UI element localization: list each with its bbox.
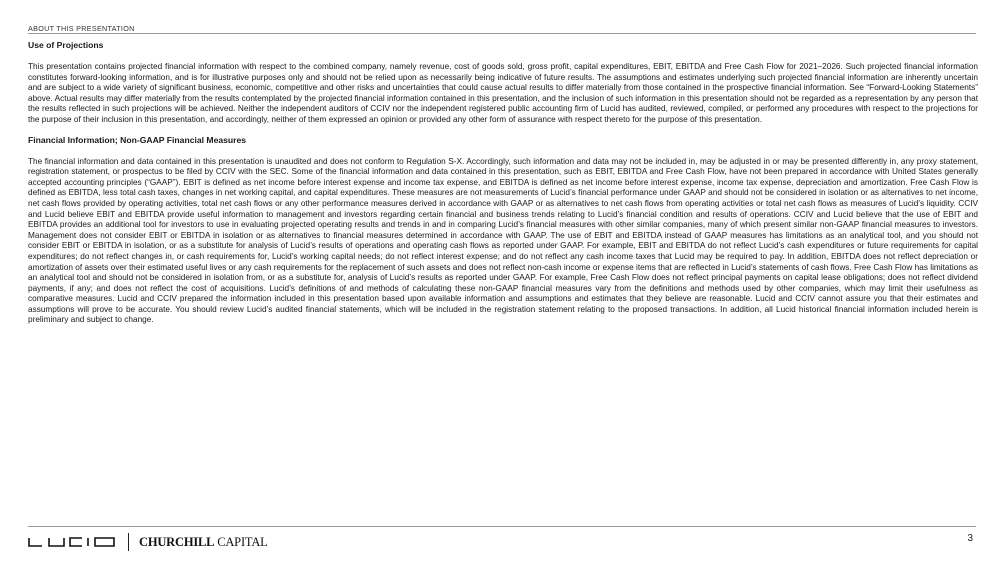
bottom-divider [28, 526, 976, 527]
footer-logos [28, 532, 268, 552]
projections-heading: Use of Projections [28, 40, 104, 50]
non-gaap-heading: Financial Information; Non-GAAP Financial Measures [28, 134, 247, 145]
logo-divider [128, 533, 129, 551]
top-divider [28, 33, 976, 34]
churchill-wordmark-bold: CHURCHILL [139, 534, 215, 549]
disclaimer-content [28, 40, 978, 335]
churchill-wordmark-regular: CAPITAL [214, 534, 268, 549]
page-number: 3 [967, 533, 973, 544]
non-gaap-paragraph: The financial information and data contained in this presentation is unaudited and does not conform to Regulation S-X. Accordingly, such information and data may not be included in, may be adjusted in or may be presented differently in, any proxy statement, registration statement, or prospectus to be filed by CCIV with the SEC. Some of the financial information and data contained in this presentation, such as EBIT, EBITDA and Free Cash Flow, have not been prepared in accordance with United States generally accepted accounting principles (“GAAP”). EBIT is defined as net income before interest expense and income tax expense, and EBITDA is defined as net income before interest expense, income tax expense, depreciation and amortization. Free Cash Flow is defined as EBITDA, less total cash taxes, changes in net working capital, and capital expenditures. These measures are not measurements of Lucid’s financial performance under GAAP and should not be considered in isolation or as alternatives to net income, net cash flows provided by operating activities, total net cash flows or any other performance measures derived in accordance with GAAP or as alternatives to net cash flows from operating activities or total net cash flows as measures of Lucid’s liquidity. CCIV and Lucid believe EBIT and EBITDA provide useful information to management and investors regarding certain financial and business trends relating to Lucid’s financial condition and results of operations. CCIV and Lucid believe that the use of EBIT and EBITDA provides an additional tool for investors to use in evaluating projected operating results and trends in and in comparing Lucid’s financial measures with other similar companies, many of which present similar non-GAAP financial measures to investors. Management does not consider EBIT or EBITDA in isolation or as alternatives to financial measures determined in accordance with GAAP. The use of EBIT and EBITDA instead of GAAP measures has limitations as an analytical tool, and you should not consider EBIT or EBITDA in isolation, or as a substitute for analysis of Lucid’s results of operations and operating cash flows as reported under GAAP. For example, EBIT and EBITDA do not reflect Lucid’s cash expenditures or future requirements for capital expenditures; do not reflect changes in, or cash requirements for, Lucid’s working capital needs; do not reflect interest expense; and do not reflect any cash income taxes that Lucid may be required to pay. In addition, EBITDA does not reflect depreciation or amortization of assets over their estimated useful lives or any cash requirements for the replacement of such assets and does not reflect non-cash income or expense items that are reflected in Lucid’s statements of cash flows. Free Cash Flow has limitations as an analytical tool and should not be considered in isolation from, or as a substitute for, analysis of Lucid’s results as reported under GAAP. For example, Free Cash Flow does not reflect principal payments on capital lease obligations; does not reflect dividend payments, if any; and does not reflect the cost of acquisitions. Lucid’s definitions of and methods of calculating these non-GAAP financial measures vary from the definitions and methods used by other companies, which may limit their usefulness as comparative measures. Lucid and CCIV prepared the information included in this presentation based upon available information and assumptions and estimates that they believe are reasonable. Lucid and CCIV cannot assure you that their estimates and assumptions will prove to be accurate. You should review Lucid’s audited financial statements, which will be included in the registration statement relating to the proposed transactions. In addition, all Lucid historical financial information included herein is preliminary and subject to change. [28, 156, 978, 325]
lucid-logo-icon [28, 536, 118, 548]
section-label: ABOUT THIS PRESENTATION [28, 24, 135, 33]
churchill-capital-logo [139, 535, 268, 550]
projections-paragraph: This presentation contains projected financial information with respect to the combined company, namely revenue, cost of goods sold, gross profit, capital expenditures, EBIT, EBITDA and Free Cash Flow for 2021–2026. Such projected financial information constitutes forward-looking information, and is for illustrative purposes only and should not be relied upon as necessarily being indicative of future results. The assumptions and estimates underlying such projected financial information are inherently uncertain and are subject to a wide variety of significant business, economic, competitive and other risks and uncertainties that could cause actual results to differ materially from those contained in the prospective financial information. See “Forward-Looking Statements” above. Actual results may differ materially from the results contemplated by the projected financial information contained in this presentation, and the inclusion of such information in this presentation should not be regarded as a representation by any person that the results reflected in such projections will be achieved. Neither the independent auditors of CCIV nor the independent registered public accounting firm of Lucid has audited, reviewed, compiled, or performed any procedures with respect to the projections for the purpose of their inclusion in this presentation, and accordingly, neither of them expressed an opinion or provided any other form of assurance with respect thereto for the purpose of this presentation. [28, 62, 978, 124]
